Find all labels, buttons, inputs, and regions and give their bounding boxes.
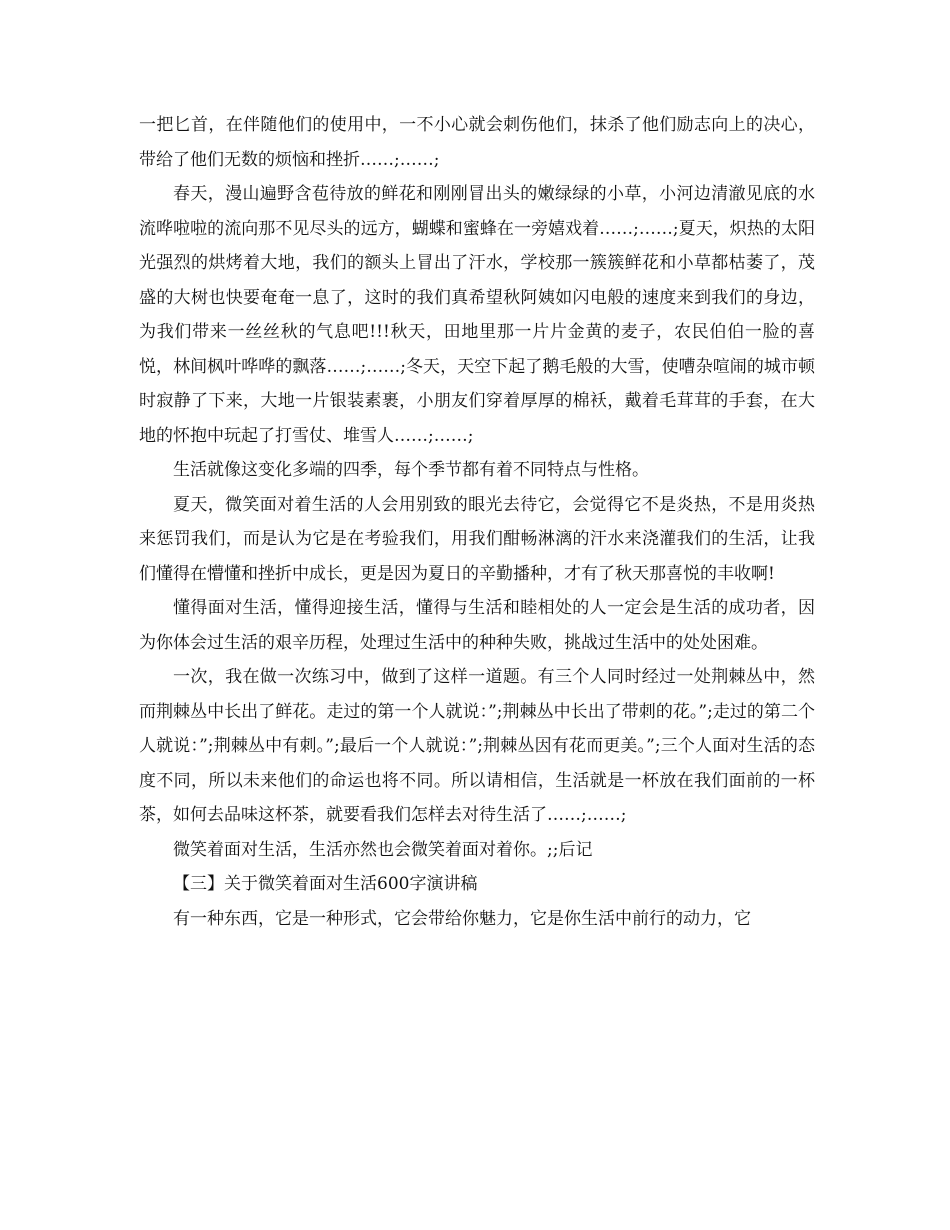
paragraph-face-life: 懂得面对生活，懂得迎接生活，懂得与生活和睦相处的人一定会是生活的成功者，因为你体会过生活的艰辛历程，处理过生活中的种种失败，挑战过生活中的处处困难。 <box>139 598 815 653</box>
document-page <box>139 108 815 936</box>
paragraph-four-seasons: 春天，漫山遍野含苞待放的鲜花和刚刚冒出头的嫩绿绿的小草，小河边清澈见底的水流哗啦啦的流向那不见尽头的远方，蝴蝶和蜜蜂在一旁嬉戏着……;……;夏天，炽热的太阳光强烈的烘烤着大地，我们的额头上冒出了汗水，学校那一簇簇鲜花和小草都枯萎了，茂盛的大树也快要奄奄一息了，这时的我们真希望秋阿姨如闪电般的速度来到我们的身边，为我们带来一丝丝秋的气息吧!!!秋天，田地里那一片片金黄的麦子，农民伯伯一脸的喜悦，林间枫叶哗哗的飘落……;……;冬天，天空下起了鹅毛般的大雪，使嘈杂喧闹的城市顿时寂静了下来，大地一片银装素裹，小朋友们穿着厚厚的棉袄，戴着毛茸茸的手套，在大地的怀抱中玩起了打雪仗、堆雪人……;……; <box>139 184 815 446</box>
paragraph-dagger: 一把匕首，在伴随他们的使用中，一不小心就会刺伤他们，抹杀了他们励志向上的决心，带给了他们无数的烦恼和挫折……;……; <box>139 115 815 170</box>
paragraph-thorn-story: 一次，我在做一次练习中，做到了这样一道题。有三个人同时经过一处荆棘丛中，然而荆棘丛中长出了鲜花。走过的第一个人就说：”;荆棘丛中长出了带刺的花。”;走过的第二个人就说：”;荆棘丛中有刺。”;最后一个人就说：”;荆棘丛因有花而更美。”;三个人面对生活的态度不同，所以未来他们的命运也将不同。所以请相信，生活就是一杯放在我们面前的一杯茶，如何去品味这杯茶，就要看我们怎样去对待生活了……;……; <box>139 667 815 825</box>
paragraph-life-like-seasons: 生活就像这变化多端的四季，每个季节都有着不同特点与性格。 <box>173 460 649 480</box>
section-heading: 【三】关于微笑着面对生活600字演讲稿 <box>173 874 478 894</box>
paragraph-smile-life: 微笑着面对生活，生活亦然也会微笑着面对着你。;;后记 <box>173 839 593 860</box>
paragraph-summer: 夏天，微笑面对着生活的人会用别致的眼光去待它，会觉得它不是炎热，不是用炎热来惩罚我们，而是认为它是在考验我们，用我们酣畅淋漓的汗水来浇灌我们的生活，让我们懂得在懵懂和挫折中成长，更是因为夏日的辛勤播种，才有了秋天那喜悦的丰收啊! <box>139 494 815 584</box>
paragraph-something: 有一种东西，它是一种形式，它会带给你魅力，它是你生活中前行的动力，它 <box>173 908 751 929</box>
